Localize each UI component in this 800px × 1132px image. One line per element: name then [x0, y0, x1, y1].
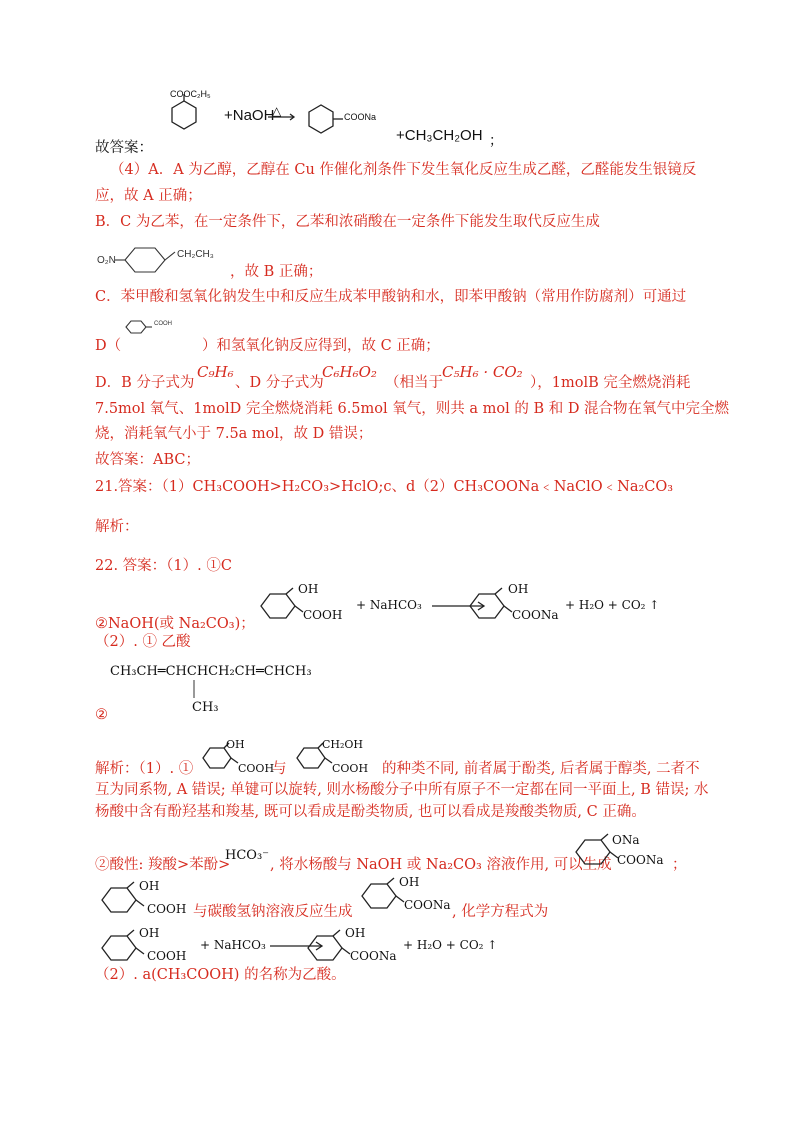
pD-c: （相当于 — [385, 375, 443, 391]
nahco3-oh2: OH — [399, 875, 420, 889]
eq1-cooh: COOH — [303, 608, 343, 622]
pB-line2: ，故 B 正确； — [230, 264, 323, 280]
plus-naoh: +NaOH — [224, 107, 275, 124]
q21-analysis: 解析： — [95, 519, 139, 535]
heat-triangle-icon: △ — [272, 104, 282, 118]
ona-label: ONa — [612, 833, 640, 847]
nahco3-oh: OH — [139, 879, 160, 893]
anal-cooh: COOH — [238, 762, 275, 775]
anal-line3: 杨酸中含有酚羟基和羧基, 既可以看成是酚类物质, 也可以看成是羧酸类物质, C 正确。 — [95, 804, 646, 820]
q22-part2-head: （2）. ① 乙酸 — [95, 634, 191, 650]
anal-line2: 互为同系物, A 错误; 单键可以旋转, 则水杨酸分子中所有原子不一定都在同一平面上, B 错误; 水 — [95, 782, 709, 798]
eq2-cooh: COOH — [147, 949, 187, 963]
pD-d: ），1molB 完全燃烧消耗 — [530, 375, 691, 391]
anal-b: 的种类不同, 前者属于酚类, 后者属于醇类, 二者不 — [382, 761, 700, 777]
coona-label: COONa — [344, 112, 377, 122]
nitroethylbenzene-structure — [115, 240, 235, 280]
eq-end: ； — [489, 133, 503, 149]
acid-b: , 将水杨酸与 NaOH 或 Na₂CO₃ 溶液作用, 可以生成 — [270, 857, 612, 873]
struct-main: CH₃CH═CHCHCH₂CH═CHCH₃ — [110, 664, 312, 679]
eq-text: , 化学方程式为 — [452, 904, 549, 920]
pD-formula2: C₆H₆O₂ — [322, 363, 377, 381]
q22-item2-circle: ② — [95, 707, 108, 723]
pC-line1: C．苯甲酸和氢氧化钠发生中和反应生成苯甲酸钠和水，即苯甲酸钠（常用作防腐剂）可通过 — [95, 289, 687, 305]
acid-a: ②酸性: 羧酸>苯酚> — [95, 857, 231, 873]
eq2-products: + H₂O + CO₂ ↑ — [403, 938, 498, 952]
eq1-products: + H₂O + CO₂ ↑ — [565, 598, 660, 612]
anal-cooh2: COOH — [332, 762, 369, 775]
answer-final: 故答案：ABC； — [95, 452, 200, 468]
pD-a: D．B 分子式为 — [95, 375, 195, 391]
cooh-small: COOH — [154, 321, 172, 327]
eq1-coona: COONa — [512, 608, 559, 622]
pC-line2: ）和氢氧化钠反应得到，故 C 正确； — [202, 338, 440, 354]
struct-branch-bond — [190, 680, 200, 702]
p4-line2: 应，故 A 正确； — [95, 188, 202, 204]
eq2-nahco3: + NaHCO₃ — [200, 938, 266, 952]
nahco3-text: 与碳酸氢钠溶液反应生成 — [193, 904, 353, 920]
acid-hco3: HCO₃⁻ — [225, 848, 270, 863]
q22-answer-head: 22. 答案：（1）. ①C — [95, 558, 232, 574]
nahco3-cooh: COOH — [147, 902, 187, 916]
anal-ch2oh: CH₂OH — [322, 738, 364, 751]
acid-end: ； — [672, 857, 687, 873]
anal-oh: OH — [226, 738, 245, 751]
ester-substituent: COOC₂H₅ — [170, 89, 211, 99]
p4-line1: （4）A．A 为乙醇，乙醇在 Cu 作催化剂条件下发生氧化反应生成乙醛，乙醛能发生银镜反 — [110, 162, 697, 178]
answer-label: 故答案： — [95, 140, 153, 156]
eq1-oh: OH — [298, 582, 319, 596]
pD-b: 、D 分子式为 — [235, 375, 324, 391]
pB-line1: B．C 为乙苯，在一定条件下，乙苯和浓硝酸在一定条件下能发生取代反应生成 — [95, 214, 600, 230]
ethyl-label: CH₂CH₃ — [177, 249, 214, 260]
benzene-ester-structure — [154, 96, 214, 146]
eq1-nahco3: + NaHCO₃ — [356, 598, 422, 612]
plus-ethanol: +CH₃CH₂OH — [396, 127, 483, 144]
pC-D-open: D（ — [95, 338, 122, 354]
eq2-oh: OH — [139, 926, 160, 940]
q21-answer: 21.答案：（1）CH₃COOH>H₂CO₃>HclO;c、d（2）CH₃COONa﹤NaClO﹤Na₂CO₃ — [95, 479, 674, 495]
pD-line3: 烧，消耗氧气小于 7.5a mol，故 D 错误； — [95, 426, 373, 442]
nahco3-coona: COONa — [404, 898, 451, 912]
pD-line2: 7.5mol 氧气、1molD 完全燃烧消耗 6.5mol 氧气，则共 a mol 的 B 和 D 混合物在氧气中完全燃 — [95, 401, 730, 417]
struct-branch: CH₃ — [192, 700, 219, 715]
final-line: （2）. a(CH₃COOH) 的名称为乙酸。 — [95, 967, 346, 983]
q22-item2: ②NaOH(或 Na₂CO₃)； — [95, 616, 255, 632]
coona-label-2: COONa — [617, 853, 664, 867]
reaction-arrow-icon — [268, 112, 298, 122]
pD-formula1: C₉H₆ — [197, 363, 234, 381]
eq2-oh2: OH — [345, 926, 366, 940]
pD-formula3: C₅H₆ · CO₂ — [442, 363, 523, 381]
benzoic-acid-small-structure — [122, 316, 162, 338]
anal-a: 解析：（1）. ① — [95, 761, 194, 777]
eq2-coona: COONa — [350, 949, 397, 963]
nitro-label: O₂N — [97, 255, 116, 266]
eq1-oh2: OH — [508, 582, 529, 596]
anal-with: 与 — [272, 761, 287, 777]
